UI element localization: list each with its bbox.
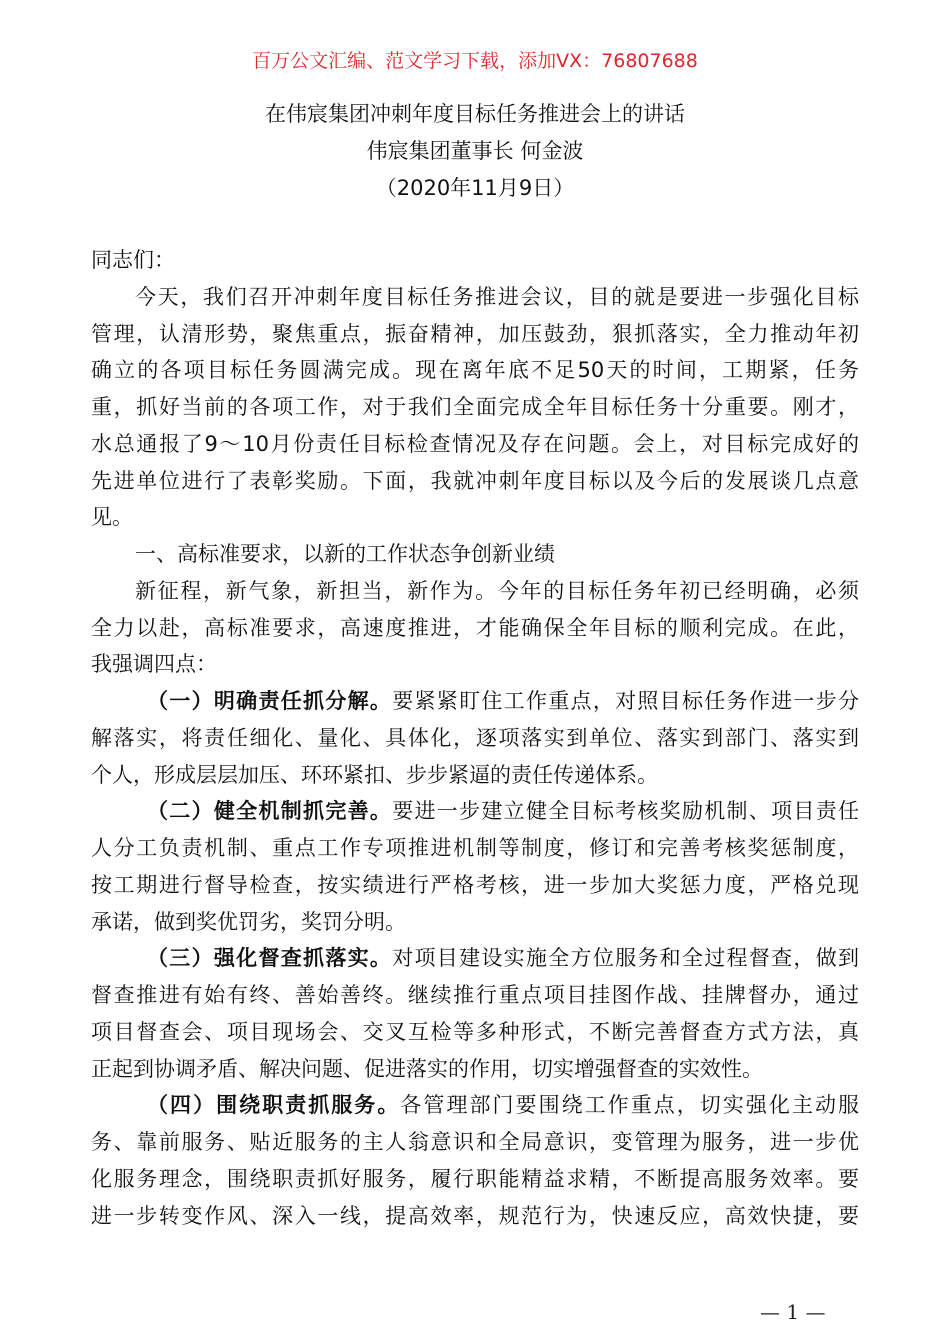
text-line: 先进单位进行了表彰奖励。下面，我就冲刺年度目标以及今后的发展谈几点意 (91, 468, 859, 493)
text-line: 新征程，新气象，新担当，新作为。今年的目标任务年初已经明确，必须 (135, 578, 859, 603)
text-line: 各管理部门要围绕工作重点，切实强化主动服 (400, 1093, 860, 1118)
document-title: 在伟宸集团冲刺年度目标任务推进会上的讲话 (265, 102, 685, 126)
point-heading: （二）健全机制抓完善。 (147, 799, 393, 824)
text-line: 项目督查会、项目现场会、交叉互检等多种形式，不断完善督查方式方法，真 (91, 1019, 859, 1044)
text-line: 务、靠前服务、贴近服务的主人翁意识和全局意识，变管理为服务，进一步优 (91, 1130, 859, 1154)
text-line: 管理，认清形势，聚焦重点，振奋精神，加压鼓劲，狠抓落实，全力推动年初 (91, 321, 859, 346)
text-line: 要进一步建立健全目标考核奖励机制、项目责任 (392, 799, 860, 824)
text-line: 要紧紧盯住工作重点，对照目标任务作进一步分 (392, 689, 860, 713)
speaker-line: 伟宸集团董事长 何金波 (366, 139, 584, 163)
text-line: 解落实，将责任细化、量化、具体化，逐项落实到单位、落实到部门、落实到 (91, 725, 859, 750)
point-paragraph-3 (91, 940, 859, 1087)
text-line: 重，抓好当前的各项工作，对于我们全面完成全年目标任务十分重要。刚才， (91, 395, 859, 419)
text-line: 督查推进有始有终、善始善终。继续推行重点项目挂图作战、挂牌督办，通过 (91, 983, 859, 1007)
text-line: 今天，我们召开冲刺年度目标任务推进会议，目的就是要进一步强化目标 (135, 284, 859, 309)
text-line: 对项目建设实施全方位服务和全过程督查，做到 (392, 946, 860, 971)
page-number: — 1 — (760, 1300, 826, 1324)
text-line: 正起到协调矛盾、解决问题、促进落实的作用，切实增强督查的实效性。 (91, 1056, 763, 1081)
text-line: 个人，形成层层加压、环环紧扣、步步紧逼的责任传递体系。 (91, 762, 658, 787)
text-line: 按工期进行督导检查，按实绩进行严格考核，进一步加大奖惩力度，严格兑现 (91, 872, 859, 897)
text-line: 我强调四点： (91, 652, 217, 677)
greeting: 同志们： (91, 248, 175, 272)
point-heading: （三）强化督查抓落实。 (147, 946, 393, 971)
point-paragraph-4 (91, 1087, 859, 1234)
text-line: 确立的各项目标任务圆满完成。现在离年底不足50天的时间，工期紧，任务 (91, 358, 859, 383)
text-line: 进一步转变作风、深入一线，提高效率，规范行为，快速反应，高效快捷，要 (91, 1203, 859, 1228)
point-paragraph-1 (91, 683, 859, 793)
section-heading: 一、高标准要求，以新的工作状态争创新业绩 (135, 542, 555, 566)
text-line: 人分工负责机制、重点工作专项推进机制等制度，修订和完善考核奖惩制度， (91, 836, 859, 860)
intro-paragraph (91, 279, 859, 536)
text-line: 化服务理念，围绕职责抓好服务，履行职能精益求精，不断提高服务效率。要 (91, 1166, 859, 1191)
text-line: 水总通报了9～10月份责任目标检查情况及存在问题。会上，对目标完成好的 (91, 431, 859, 456)
speech-date: （2020年11月9日） (375, 176, 575, 200)
text-line: 全力以赴，高标准要求，高速度推进，才能确保全年目标的顺利完成。在此， (91, 615, 859, 640)
point-heading: （四）围绕职责抓服务。 (147, 1093, 401, 1118)
text-line: 承诺，做到奖优罚劣，奖罚分明。 (91, 909, 406, 934)
point-heading: （一）明确责任抓分解。 (147, 689, 393, 713)
point-paragraph-2 (91, 793, 859, 940)
document-body (91, 242, 859, 1234)
watermark-banner: 百万公文汇编、范文学习下载，添加VX：76807688 (252, 50, 698, 72)
section-intro-paragraph (91, 573, 859, 683)
text-line: 见。 (91, 505, 133, 530)
